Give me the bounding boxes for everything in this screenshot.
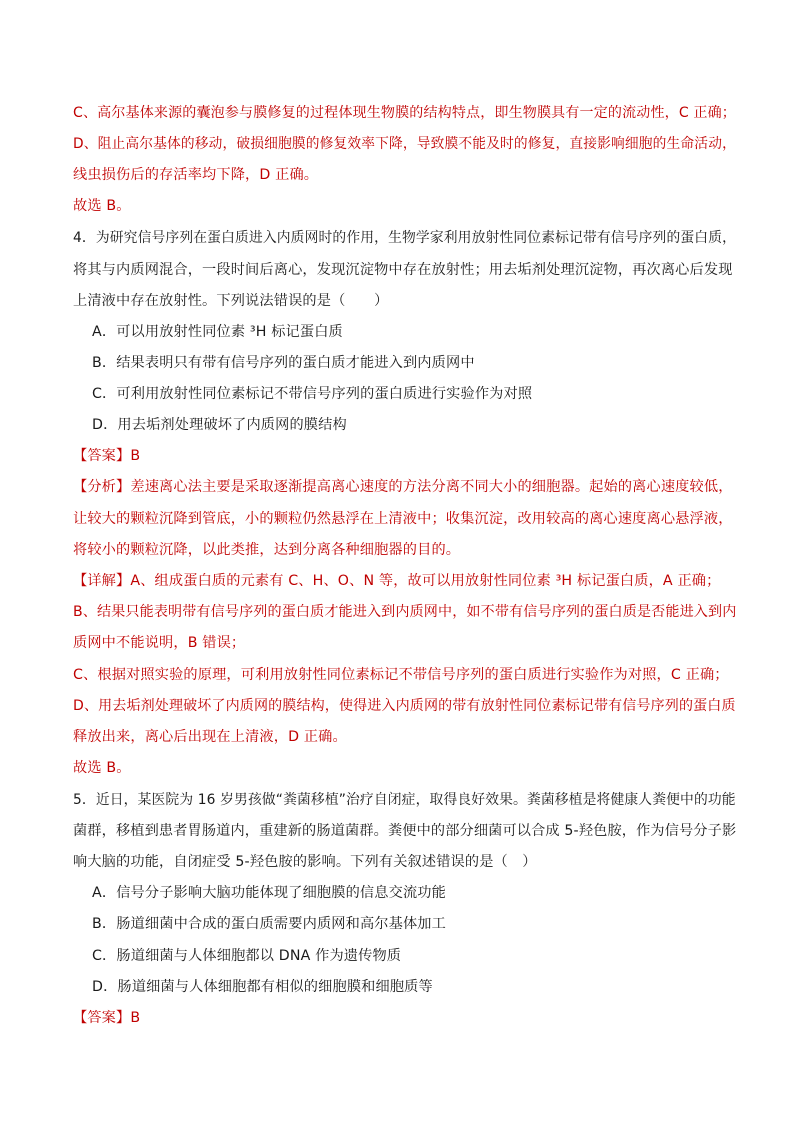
- q4-analysis-line1: [73, 477, 733, 497]
- q4-stem-line1: 4．为研究信号序列在蛋白质进入内质网时的作用，生物学家利用放射性同位素标记带有信号序列的蛋白质，: [73, 230, 737, 246]
- conclusion-previous: 故选 B。: [73, 198, 131, 214]
- q4-detail-b-line1: B、结果只能表明带有信号序列的蛋白质才能进入到内质网中，如不带有信号序列的蛋白质是否能进入到内: [73, 604, 737, 620]
- q4-stem-line2: 将其与内质网混合，一段时间后离心，发现沉淀物中存在放射性；用去垢剂处理沉淀物，再次离心后发现: [73, 262, 733, 278]
- q4-analysis-line2: 让较大的颗粒沉降到管底，小的颗粒仍然悬浮在上清液中；收集沉淀，改用较高的离心速度离心悬浮液，: [73, 511, 733, 527]
- q4-detail-a: [73, 571, 720, 591]
- q4-analysis-tag: 【分析】: [73, 479, 131, 495]
- q5-option-a: A．信号分子影响大脑功能体现了细胞膜的信息交流功能: [92, 885, 446, 901]
- q4-analysis-line3: 将较小的颗粒沉降，以此类推，达到分离各种细胞器的目的。: [73, 542, 461, 558]
- q5-answer: [73, 1008, 140, 1028]
- q5-answer-tag: 【答案】: [73, 1010, 131, 1026]
- analysis-option-d-line2: 线虫损伤后的存活率均下降，D 正确。: [73, 167, 319, 183]
- q5-answer-value: B: [130, 1010, 141, 1026]
- q5-stem-line3: 响大脑的功能，自闭症受 5-羟色胺的影响。下列有关叙述错误的是（ ）: [73, 854, 537, 870]
- q4-detail-a-text: A、组成蛋白质的元素有 C、H、O、N 等，故可以用放射性同位素 ³H 标记蛋白质，A 正确；: [130, 573, 721, 589]
- q4-answer-value: B: [130, 448, 141, 464]
- q5-stem-line2: 菌群，移植到患者胃肠道内，重建新的肠道菌群。粪便中的部分细菌可以合成 5-羟色胺，作为信号分子影: [73, 823, 737, 839]
- q5-option-d: D．肠道细菌与人体细胞都有相似的细胞膜和细胞质等: [92, 979, 433, 995]
- analysis-option-d-line1: D、阻止高尔基体的移动，破损细胞膜的修复效率下降，导致膜不能及时的修复，直接影响细胞的生命活动，: [73, 136, 736, 152]
- q4-answer: [73, 446, 140, 466]
- q4-stem-line3: 上清液中存在放射性。下列说法错误的是（ ）: [73, 293, 389, 309]
- q4-conclusion: 故选 B。: [73, 760, 131, 776]
- q4-detail-b-line2: 质网中不能说明，B 错误；: [73, 635, 246, 651]
- q4-option-b: B．结果表明只有带有信号序列的蛋白质才能进入到内质网中: [92, 355, 475, 371]
- q5-option-c: C．肠道细菌与人体细胞都以 DNA 作为遗传物质: [92, 948, 402, 964]
- analysis-option-c: C、高尔基体来源的囊泡参与膜修复的过程体现生物膜的结构特点，即生物膜具有一定的流动性，C 正确；: [73, 105, 736, 121]
- q4-answer-tag: 【答案】: [73, 448, 131, 464]
- q4-option-d: D．用去垢剂处理破坏了内质网的膜结构: [92, 417, 347, 433]
- q4-analysis-text1: 差速离心法主要是采取逐渐提高离心速度的方法分离不同大小的细胞器。起始的离心速度较低，: [130, 479, 733, 495]
- q4-option-c: C．可利用放射性同位素标记不带信号序列的蛋白质进行实验作为对照: [92, 386, 533, 402]
- q4-detail-d-line2: 释放出来，离心后出现在上清液，D 正确。: [73, 729, 347, 745]
- q4-option-a: A．可以用放射性同位素 ³H 标记蛋白质: [92, 324, 343, 340]
- q5-stem-line1: 5．近日，某医院为 16 岁男孩做“粪菌移植”治疗自闭症，取得良好效果。粪菌移植是将健康人粪便中的功能: [73, 792, 736, 808]
- q4-detail-tag: 【详解】: [73, 573, 131, 589]
- q4-detail-d-line1: D、用去垢剂处理破坏了内质网的膜结构，使得进入内质网的带有放射性同位素标记带有信号序列的蛋白质: [73, 698, 736, 714]
- q5-option-b: B．肠道细菌中合成的蛋白质需要内质网和高尔基体加工: [92, 916, 446, 932]
- q4-detail-c: C、根据对照实验的原理，可利用放射性同位素标记不带信号序列的蛋白质进行实验作为对照，C 正确；: [73, 667, 729, 683]
